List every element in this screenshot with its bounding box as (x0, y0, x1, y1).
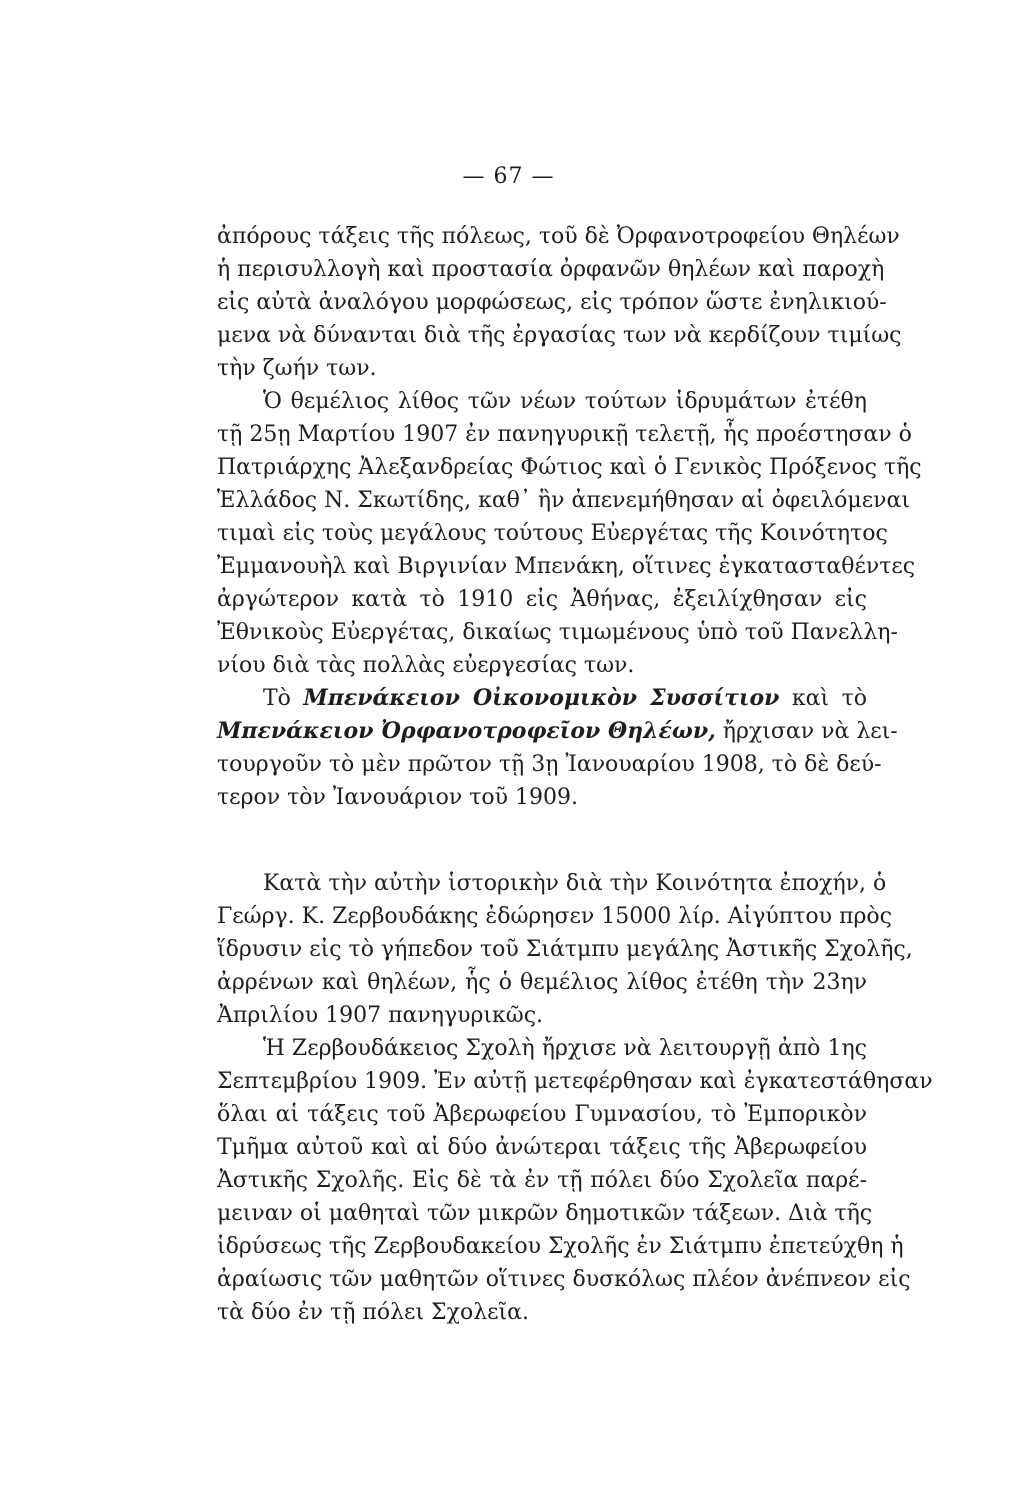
text-line (217, 616, 898, 649)
text-line (217, 451, 922, 484)
text-line (217, 319, 902, 352)
text-line (217, 1263, 911, 1296)
text-line (217, 352, 867, 385)
text-line (217, 1230, 904, 1263)
paragraph (217, 682, 898, 814)
text-line (217, 781, 867, 814)
text-line (217, 1164, 867, 1197)
text-segment: Ἑλλάδος Ν. Σκωτίδης, καθ᾽ ἣν ἀπενεμήθησαν αἱ ὀφειλόμεναι (217, 488, 910, 513)
text-segment: Σεπτεμβρίου 1909. Ἐν αὐτῇ μετεφέρθησαν καὶ ἐγκατεστάθησαν (217, 1069, 933, 1094)
text-segment: τῇ 25ῃ Μαρτίου 1907 ἐν πανηγυρικῇ τελετῇ, ἧς προέστησαν ὁ (217, 422, 912, 447)
text-line (217, 517, 888, 550)
text-line (217, 1032, 867, 1065)
text-line (217, 1098, 867, 1131)
paragraph (217, 1032, 933, 1329)
paragraph (217, 867, 913, 1032)
text-segment: μενα νὰ δύνανται διὰ τῆς ἐργασίας των νὰ κερδίζουν τιμίως (217, 323, 902, 348)
text-segment: τὰ δύο ἐν τῇ πόλει Σχολεῖα. (217, 1300, 530, 1325)
text-segment: Ἀπριλίου 1907 πανηγυρικῶς. (217, 1003, 544, 1028)
text-segment: Κατὰ τὴν αὐτὴν ἱστορικὴν διὰ τὴν Κοινότητα ἐποχήν, ὁ (263, 871, 887, 896)
text-line (217, 715, 898, 748)
text-segment: τουργοῦν τὸ μὲν πρῶτον τῇ 3ῃ Ἰανουαρίου 1908, τὸ δὲ δεύ- (217, 752, 882, 777)
text-segment: ἀραίωσις τῶν μαθητῶν οἵτινες δυσκόλως πλέον ἀνέπνεον εἰς (217, 1267, 911, 1292)
text-segment: ἱδρύσεως τῆς Ζερβουδακείου Σχολῆς ἐν Σιάτμπυ ἐπετεύχθη ἡ (217, 1234, 904, 1259)
text-segment: εἰς αὐτὰ ἀναλόγου μορφώσεως, εἰς τρόπον ὥστε ἐνηλικιού- (217, 290, 887, 315)
text-segment: ἀρρένων καὶ θηλέων, ἧς ὁ θεμέλιος λίθος ἐτέθη τὴν 23ην (217, 970, 867, 995)
text-line (217, 286, 887, 319)
text-line (217, 253, 885, 286)
text-line (217, 867, 887, 900)
paragraph (217, 220, 902, 385)
text-segment: νίου διὰ τὰς πολλὰς εὐεργεσίας των. (217, 653, 635, 678)
text-line (217, 418, 912, 451)
text-line (217, 484, 910, 517)
text-line (217, 649, 867, 682)
text-line (217, 966, 867, 999)
text-segment: Ἐθνικοὺς Εὐεργέτας, δικαίως τιμωμένους ὑπὸ τοῦ Πανελλη- (217, 620, 898, 645)
emphasized-title: Μπενάκειον Οἰκονομικὸν Συσσίτιον (303, 685, 780, 711)
text-segment: καὶ τὸ (779, 686, 867, 711)
page-number: — 67 — (462, 164, 555, 189)
text-segment: ἀπόρους τάξεις τῆς πόλεως, τοῦ δὲ Ὀρφανοτροφείου Θηλέων (217, 224, 900, 249)
text-line (217, 385, 867, 418)
text-line (217, 1131, 867, 1164)
text-line (217, 682, 867, 715)
text-segment: Ὁ θεμέλιος λίθος τῶν νέων τούτων ἱδρυμάτων ἐτέθη (263, 389, 867, 414)
text-line (217, 583, 867, 616)
text-segment: ὅλαι αἱ τάξεις τοῦ Ἀβερωφείου Γυμνασίου, τὸ Ἐμπορικὸν (217, 1102, 867, 1127)
text-line (217, 1296, 867, 1329)
text-segment: ἤρχισαν νὰ λει- (715, 719, 898, 744)
text-segment: Ἐμμανουὴλ καὶ Βιργινίαν Μπενάκη, οἵτινες ἐγκατασταθέντες (217, 554, 916, 579)
text-line (217, 1065, 933, 1098)
text-segment: τερον τὸν Ἰανουάριον τοῦ 1909. (217, 785, 579, 810)
text-segment: ἀργώτερον κατὰ τὸ 1910 εἰς Ἀθήνας, ἐξειλίχθησαν εἰς (217, 587, 867, 612)
text-segment: Τμῆμα αὐτοῦ καὶ αἱ δύο ἀνώτεραι τάξεις τῆς Ἀβερωφείου (217, 1135, 867, 1160)
text-line (217, 900, 892, 933)
text-segment: ἵδρυσιν εἰς τὸ γήπεδον τοῦ Σιάτμπυ μεγάλης Ἀστικῆς Σχολῆς, (217, 937, 913, 962)
paragraph (217, 385, 922, 682)
emphasized-title: Μπενάκειον Ὀρφανοτροφεῖον Θηλέων, (217, 718, 716, 744)
text-segment: μειναν οἱ μαθηταὶ τῶν μικρῶν δημοτικῶν τάξεων. Διὰ τῆς (217, 1201, 873, 1226)
text-line (217, 999, 867, 1032)
text-segment: Ἡ Ζερβουδάκειος Σχολὴ ἤρχισε νὰ λειτουργῇ ἀπὸ 1ης (263, 1036, 867, 1061)
text-line (217, 933, 913, 966)
text-line (217, 550, 916, 583)
text-segment: Τὸ (263, 686, 304, 711)
text-segment: Ἀστικῆς Σχολῆς. Εἰς δὲ τὰ ἐν τῇ πόλει δύο Σχολεῖα παρέ- (217, 1168, 867, 1193)
text-segment: τὴν ζωήν των. (217, 356, 377, 381)
text-line (217, 1197, 873, 1230)
text-line (217, 220, 900, 253)
text-line (217, 748, 882, 781)
text-segment: τιμαὶ εἰς τοὺς μεγάλους τούτους Εὐεργέτας τῆς Κοινότητος (217, 521, 888, 546)
text-segment: ἡ περισυλλογὴ καὶ προστασία ὀρφανῶν θηλέων καὶ παροχὴ (217, 257, 885, 282)
text-segment: Γεώργ. Κ. Ζερβουδάκης ἐδώρησεν 15000 λίρ. Αἰγύπτου πρὸς (217, 904, 892, 929)
text-segment: Πατριάρχης Ἀλεξανδρείας Φώτιος καὶ ὁ Γενικὸς Πρόξενος τῆς (217, 455, 922, 480)
